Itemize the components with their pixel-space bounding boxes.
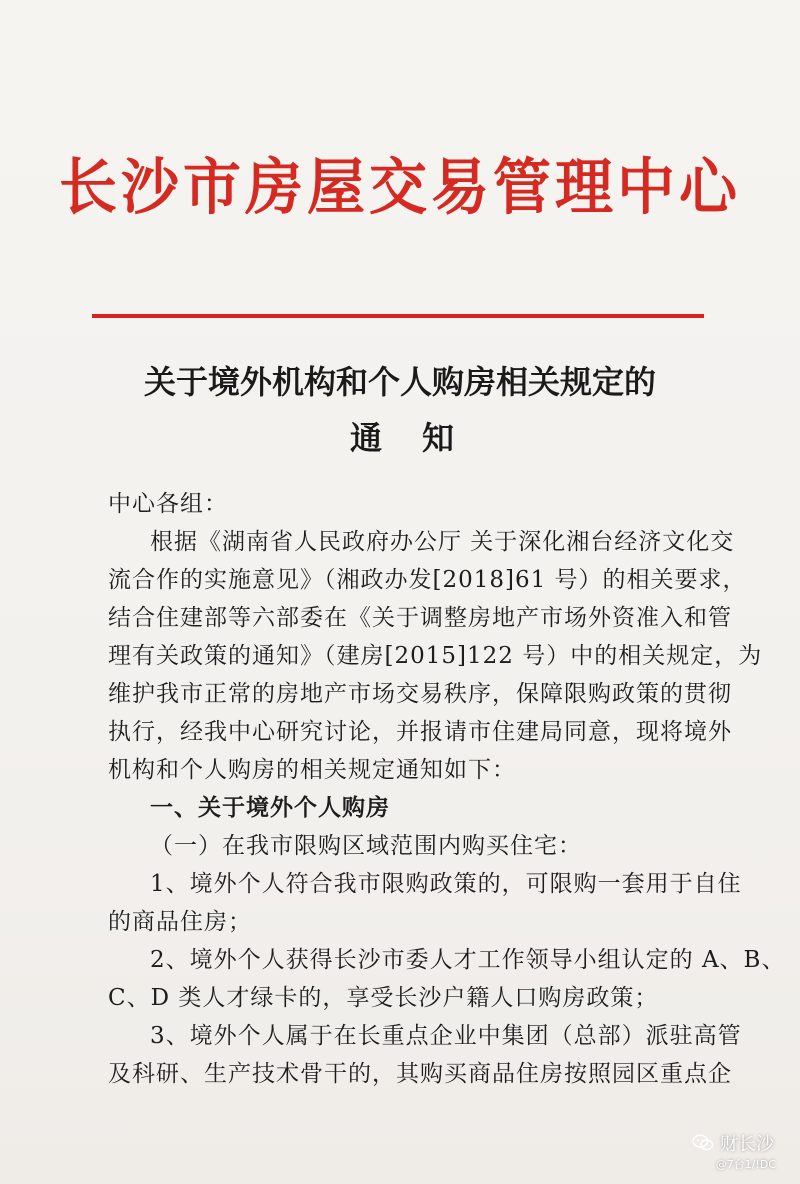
- body-line: 根据《湖南省人民政府办公厅 关于深化湘台经济文化交: [150, 529, 735, 555]
- body-line: 1、境外个人符合我市限购政策的，可限购一套用于自住: [150, 871, 742, 897]
- section-heading: 一、关于境外个人购房: [150, 794, 390, 821]
- body-line: 执行，经我中心研究讨论，并报请市住建局同意，现将境外: [108, 719, 732, 745]
- wechat-account-name: 财长沙: [720, 1134, 774, 1155]
- wechat-account-sub: @7台1/!DC: [715, 1158, 776, 1171]
- body-line: 3、境外个人属于在长重点企业中集团（总部）派驻高管: [150, 1023, 742, 1049]
- body-line: 理有关政策的通知》（建房[2015]122 号）中的相关规定，为: [108, 643, 763, 669]
- body-line: 结合住建部等六部委在《关于调整房地产市场外资准入和管: [108, 605, 732, 631]
- notice-title-line2: 通知: [349, 419, 494, 457]
- wechat-watermark: [692, 1130, 774, 1156]
- notice-title-line1: 关于境外机构和个人购房相关规定的: [143, 363, 656, 401]
- red-divider: [92, 314, 704, 318]
- body-line: 2、境外个人获得长沙市委人才工作领导小组认定的 A、B、: [150, 947, 786, 973]
- body-line: 机构和个人购房的相关规定通知如下：: [108, 757, 516, 783]
- subsection-heading: （一）在我市限购区域范围内购买住宅：: [150, 833, 582, 859]
- issuer-title: 长沙市房屋交易管理中心: [58, 151, 741, 223]
- body-line: 流合作的实施意见》（湘政办发[2018]61 号）的相关要求，: [108, 567, 747, 593]
- body-line: 及科研、生产技术骨干的，其购买商品住房按照园区重点企: [108, 1061, 732, 1087]
- salutation: 中心各组：: [108, 491, 228, 517]
- body-line: C、D 类人才绿卡的，享受长沙户籍人口购房政策；: [108, 985, 659, 1011]
- body-line: 维护我市正常的房地产市场交易秩序，保障限购政策的贯彻: [108, 681, 732, 707]
- wechat-icon: [692, 1133, 714, 1153]
- body-line: 的商品住房；: [108, 909, 252, 935]
